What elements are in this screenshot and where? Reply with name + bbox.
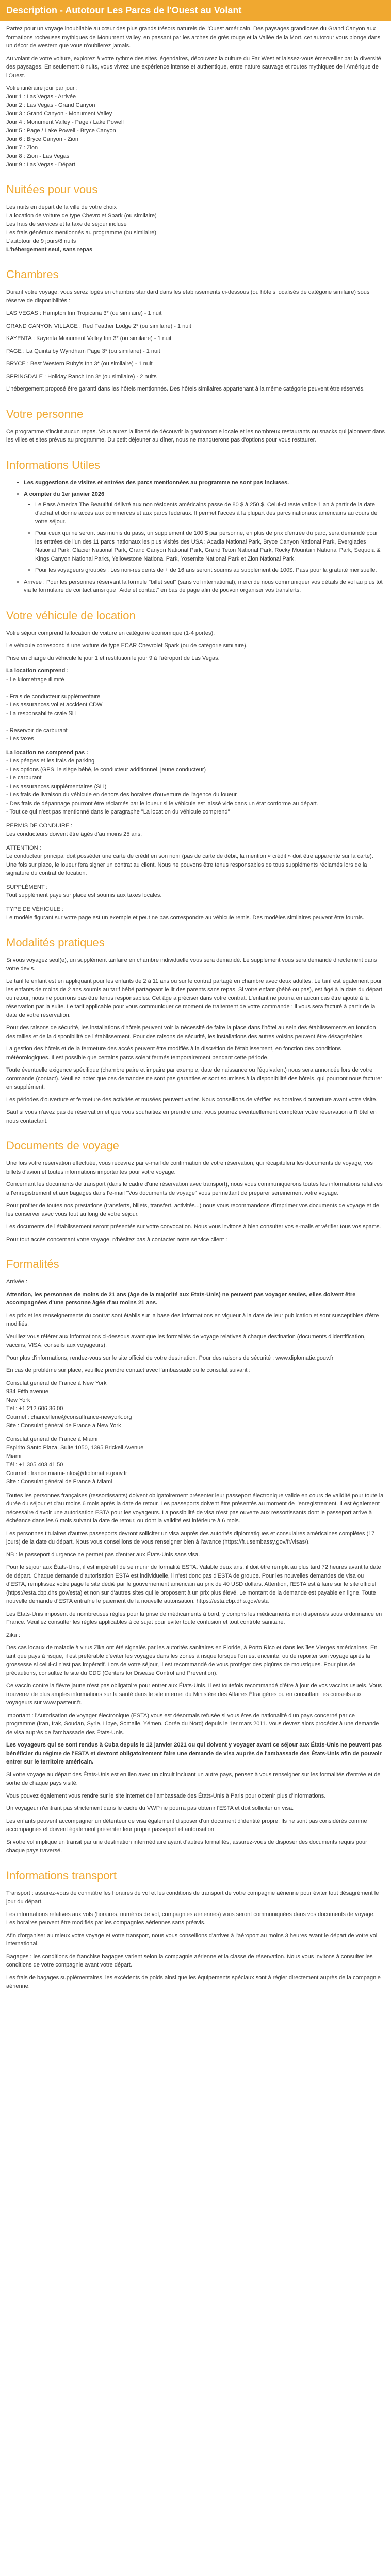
rooms-intro: Durant votre voyage, vous serez logés en chambre standard dans les établissements ci-dessous (ou hôtels localisés de catégorie similaire) sous réserve de disponibilités : bbox=[6, 289, 370, 304]
car-attention bbox=[6, 844, 385, 878]
room-item: GRAND CANYON VILLAGE : Red Feather Lodge 2* (ou similaire) - 1 nuit bbox=[6, 323, 191, 329]
consulate-line: Consulat général de France à New York bbox=[6, 1380, 107, 1386]
itinerary-day: Jour 3 : Grand Canyon - Monument Valley bbox=[6, 110, 112, 117]
info-subitem: • Le Pass America The Beautiful délivré aux non résidents américains passe de 80 $ à 250 $. Celui-ci reste valide 1 an à partir de la date d'achat et donne accès aux commerces et aux parcs fédéraux. Il permet l'accès à la plupart des parcs nationaux américains au cours de votre séjour. bbox=[35, 501, 385, 527]
rooms-note: L'hébergement proposé être garanti dans les hôtels mentionnés. Des hôtels similaires appartenant à la même catégorie peuvent être réservés. bbox=[6, 386, 365, 392]
documents-paragraph: Pour profiter de toutes nos prestations (transferts, billets, transfert, activités...) nous vous recommandons d'imprimer vos documents de voyage et de les conserver avec vous tout au long de votre séjour. bbox=[6, 1202, 379, 1217]
formalities-more: Ce vaccin contre la fièvre jaune n'est pas obligatoire pour entrer aux États-Unis. Il est toutefois recommandé d'être à jour de vos vaccins usuels. Vous trouverez de plus amples informations sur la santé dans le site internet du Ministère des Affaires Étrangères ou en consultant les conseils aux voyageurs sur www.pasteur.fr. bbox=[6, 1683, 382, 1706]
car-exclude-line: - Les options (GPS, le siège bébé, le conducteur additionnel, jeune conducteur) bbox=[6, 766, 206, 773]
consulate-line: Site : Consulat général de France à New York bbox=[6, 1422, 121, 1429]
description-content bbox=[0, 21, 391, 1991]
documents-paragraph: Les documents de l'établissement seront présentés sur votre convocation. Nous vous invitons à bien consulter vos e-mails et vérifier tous vos spams. bbox=[6, 1224, 381, 1230]
nights-line: Les frais de services et la taxe de séjour incluse bbox=[6, 221, 127, 227]
car-includes-title: La location comprend : bbox=[6, 668, 69, 674]
section-title-info: Informations Utiles bbox=[6, 458, 101, 471]
itinerary-day: Jour 8 : Zion - Las Vegas bbox=[6, 153, 70, 159]
car-include-line bbox=[6, 684, 385, 692]
practical-paragraph: Sauf si vous n'avez pas de réservation et que vous souhaitiez en prendre une, vous pourrez éventuellement compléter votre réservation à l'hôtel en nous contactant. bbox=[6, 1109, 377, 1124]
info-item bbox=[24, 479, 385, 487]
consulate-line: Miami bbox=[6, 1453, 22, 1460]
consulate-block bbox=[6, 1435, 385, 1486]
consulate-line: New York bbox=[6, 1397, 30, 1403]
car-type bbox=[6, 905, 385, 922]
car-type-title: TYPE DE VÉHICULE : bbox=[6, 906, 64, 912]
car-paragraph: Le véhicule correspond à une voiture de type ECAR Chevrolet Spark (ou de catégorie similaire). bbox=[6, 642, 248, 649]
car-permit-title: PERMIS DE CONDUIRE : bbox=[6, 822, 73, 829]
formalities-more: Important : l'Autorisation de voyager électronique (ESTA) vous est désormais refusée si vous êtes de nationalité d'un pays concerné par ce programme (Iran, Irak, Soudan, Syrie, Libye, Somalie, Yémen, Corée du Nord) depuis le 1er mars 2011. Vous devrez alors procéder à une demande de visa auprès de l'ambassade des États-Unis. bbox=[6, 1712, 379, 1736]
itinerary-day: Jour 9 : Las Vegas - Départ bbox=[6, 161, 75, 168]
car-include-line: - Le kilométrage illimité bbox=[6, 676, 64, 683]
car-exclude-line: - Les péages et les frais de parking bbox=[6, 758, 95, 764]
formalities-paragraph: Pour plus d'informations, rendez-vous sur le site officiel de votre destination. Pour des raisons de sécurité : www.diplomatie.gouv.fr bbox=[6, 1354, 334, 1361]
room-item: KAYENTA : Kayenta Monument Valley Inn 3* (ou similaire) - 1 nuit bbox=[6, 335, 172, 342]
section-title-car: Votre véhicule de location bbox=[6, 608, 136, 622]
info-item-text: Les suggestions de visites et entrées des parcs mentionnées au programme ne sont pas incluses. bbox=[24, 479, 289, 486]
formalities-more bbox=[6, 1741, 385, 1767]
itinerary-day: Jour 2 : Las Vegas - Grand Canyon bbox=[6, 102, 95, 108]
transport-paragraph: Les informations relatives aux vols (horaires, numéros de vol, compagnies aériennes) vous seront communiquées dans vos documents de voyage. Les horaires peuvent être modifiés par les compagnies aériennes sans préavis. bbox=[6, 1911, 375, 1926]
practical-paragraph: Si vous voyagez seul(e), un supplément tarifaire en chambre individuelle vous sera demandé. Le supplément vous sera demandé directement dans votre devis. bbox=[6, 957, 377, 972]
formalities-more: Un voyageur n'entrant pas strictement dans le cadre du VWP ne pourra pas obtenir l'ESTA et doit solliciter un visa. bbox=[6, 1805, 294, 1811]
info-sublist bbox=[24, 501, 385, 575]
documents-paragraph: Concernant les documents de transport (dans le cadre d'une réservation avec transport), nous vous communiquerons toutes les informations relatives à l'enregistrement et aux bagages dans l'e-mail "Vos documents de voyage" vous permettant de préparer sereinement votre voyage. bbox=[6, 1181, 383, 1196]
formalities-more: Les personnes titulaires d'autres passeports devront solliciter un visa auprès des autorités diplomatiques et consulaires américaines complètes (17 jours) de la date du départ. Nous vous conseillons de vous renseigner bien à l'avance (https://fr.usembassy.gov/fr/visas/). bbox=[6, 1530, 375, 1545]
section-title-transport: Informations transport bbox=[6, 1869, 117, 1882]
nights-list bbox=[6, 203, 385, 254]
consulate-line: Espirito Santo Plaza, Suite 1050, 1395 Brickell Avenue bbox=[6, 1445, 144, 1451]
person-text: Ce programme s'inclut aucun repas. Vous aurez la liberté de découvrir la gastronomie locale et les nombreux restaurants ou snacks qui jalonnent dans les villes et sites prévus au programme. Du petit déjeuner au dîner, nous ne manquerons pas d'options pour vous restaurer. bbox=[6, 428, 385, 443]
car-type-text: Le modèle figurant sur votre page est un exemple et peut ne pas correspondre au véhicule remis. Des modèles similaires peuvent être fournis. bbox=[6, 914, 364, 921]
formalities-cuba-warning: Les voyageurs qui se sont rendus à Cuba depuis le 12 janvier 2021 ou qui doivent y voyager avant ce séjour aux États-Unis ne peuvent pas bénéficier du régime de l'ESTA et devront obligatoirement faire une demande de visa auprès de l'ambassade des États-Unis afin de pouvoir entrer sur le territoire américain. bbox=[6, 1742, 382, 1765]
itinerary-day: Jour 4 : Monument Valley - Page / Lake Powell bbox=[6, 119, 124, 125]
nights-line-bold: L'hébergement seul, sans repas bbox=[6, 246, 93, 253]
car-excludes-title: La location ne comprend pas : bbox=[6, 749, 88, 756]
car-permit bbox=[6, 822, 385, 839]
formalities-more: Les enfants peuvent accompagner un détenteur de visa également disposer d'un document d'identité propre. Ils ne sont pas considérés comme accompagnés et doivent également présenter leur propre passeport et autorisation. bbox=[6, 1818, 367, 1833]
info-item bbox=[24, 490, 385, 575]
formalities-more: Si votre voyage au départ des États-Unis est en lien avec un circuit incluant un autre pays, pensez à vous renseigner sur les formalités d'entrée et de sortie de chaque pays visité. bbox=[6, 1771, 381, 1786]
itinerary-day: Jour 7 : Zion bbox=[6, 144, 38, 151]
car-supp-text: Tout supplément payé sur place est soumis aux taxes locales. bbox=[6, 892, 162, 899]
car-exclude-line: - Tout ce qui n'est pas mentionné dans le paragraphe "La location du véhicule comprend" bbox=[6, 809, 230, 815]
formalities-more: Pour le séjour aux États-Unis, il est impératif de se munir de formalité ESTA. Valable deux ans, il doit être remplit au plus tard 72 heures avant la date de départ. Chaque demande d'autorisation ESTA est individuelle, il n'est donc pas d'ESTA de groupe. Pour les nouvelles demandes de visa ou d'ESTA, remplissez votre page le site dédié par le gouvernement américain au prix de 40 USD dollars. Attention, l'ESTA est à faire sur le site officiel (https://esta.cbp.dhs.gov/esta) et non sur d'autres sites qui le proposent à un prix plus élevé. Le montant de la demande est payable en ligne. Toute nouvelle demande d'ESTA entraîne le paiement de la nouvelle autorisation. https://esta.cbp.dhs.gov/esta bbox=[6, 1564, 381, 1604]
info-subitem: • Pour les voyageurs groupés : Les non-résidents de + de 16 ans seront soumis au supplément de 100$. Pass pour la gratuité mensuelle. bbox=[35, 566, 385, 575]
info-item: • Arrivée : Pour les personnes réservant la formule "billet seul" (sans vol international), merci de nous communiquer vos détails de vol au plus tôt via le formulaire de contact ainsi que "Aide et contact" en bas de page afin de pouvoir organiser vos transferts. bbox=[24, 578, 385, 595]
section-title-person: Votre personne bbox=[6, 407, 84, 420]
car-include-line: - La responsabilité civile SLI bbox=[6, 710, 77, 717]
nights-line: L'autotour de 9 jours/8 nuits bbox=[6, 238, 76, 244]
consulate-line: Courriel : france.miami-infos@diplomatie.gouv.fr bbox=[6, 1470, 127, 1477]
transport-paragraph: Bagages : les conditions de franchise bagages varient selon la compagnie aérienne et la classe de réservation. Nous vous invitons à consulter les conditions de votre compagnie avant votre départ. bbox=[6, 1953, 373, 1968]
consulate-line: Site : Consulat général de France à Miami bbox=[6, 1479, 112, 1485]
itinerary-intro: Votre itinéraire jour par jour : bbox=[6, 85, 78, 91]
section-title-formalities: Formalités bbox=[6, 1258, 59, 1270]
practical-paragraph: Les périodes d'ouverture et fermeture des activités et musées peuvent varier. Nous conseillons de vérifier les horaires d'ouverture avant votre visite. bbox=[6, 1096, 378, 1103]
formalities-more: Si votre vol implique un transit par une destination intermédiaire ayant d'autres formalités, assurez-vous de disposer des documents requis pour chaque pays traversé. bbox=[6, 1839, 367, 1854]
formalities-contact-intro: En cas de problème sur place, veuillez prendre contact avec l'ambassade ou le consulat suivant : bbox=[6, 1367, 251, 1374]
car-exclude-line: - Les assurances supplémentaires (SLI) bbox=[6, 783, 107, 790]
section-title-nights: Nuitées pour vous bbox=[6, 183, 98, 196]
car-paragraph: Prise en charge du véhicule le jour 1 et restitution le jour 9 à l'aéroport de Las Vegas. bbox=[6, 655, 220, 662]
room-item: LAS VEGAS : Hampton Inn Tropicana 3* (ou similaire) - 1 nuit bbox=[6, 310, 162, 316]
itinerary-day: Jour 6 : Bryce Canyon - Zion bbox=[6, 136, 79, 142]
room-item: BRYCE : Best Western Ruby's Inn 3* (ou similaire) - 1 nuit bbox=[6, 361, 153, 367]
transport-paragraph: Afin d'organiser au mieux votre voyage et votre transport, nous vous conseillons d'arriver à l'aéroport au moins 3 heures avant le départ de votre vol international. bbox=[6, 1932, 378, 1947]
formalities-more: NB : le passeport d'urgence ne permet pas d'entrer aux États-Unis sans visa. bbox=[6, 1551, 200, 1558]
info-item-text: A compter du 1er janvier 2026 bbox=[24, 491, 105, 497]
nights-line: Les frais généraux mentionnés au programme (ou similaire) bbox=[6, 229, 157, 236]
car-attention-title: ATTENTION : bbox=[6, 844, 41, 851]
formalities-more: Des cas locaux de maladie à virus Zika ont été signalés par les autorités sanitaires en Floride, à Porto Rico et dans les îles Vierges américaines. En tant que pays à risque, il est préférable d'éviter les voyages dans les zones à risque lorsque l'on est enceinte, ou de reporter son voyage après la grossesse si celui-ci n'est pas impératif. Lors de votre séjour, il est recommandé de vous protéger des piqûres de moustiques. Pour plus de précautions, consultez le site du CDC (Centers for Disease Control and Prevention). bbox=[6, 1645, 378, 1676]
car-include-line bbox=[6, 718, 385, 726]
formalities-more: Les États-Unis imposent de nombreuses règles pour la prise de médicaments à bord, y compris les médicaments non dispensés sous ordonnance en France. Veuillez consulter les règles applicables à ce sujet pour éviter toute confusion et tout contrôle sanitaire. bbox=[6, 1611, 382, 1625]
formalities-more: Zika : bbox=[6, 1632, 20, 1638]
car-paragraph: Votre séjour comprend la location de voiture en catégorie économique (1-4 portes). bbox=[6, 630, 215, 636]
car-permit-text: Les conducteurs doivent être âgés d'au moins 25 ans. bbox=[6, 831, 142, 837]
itinerary-list bbox=[6, 84, 385, 169]
car-excludes bbox=[6, 749, 385, 817]
practical-paragraph: Toute éventuelle exigence spécifique (chambre paire et impaire par exemple, date de naissance ou l'équivalent) nous sera annoncée lors de votre commande (contact). Veuillez noter que ces demandes ne sont pas garanties et sont soumises à la disponibilité des hôtels, qui pourront nous facturer en supplément. bbox=[6, 1067, 382, 1090]
section-title-documents: Documents de voyage bbox=[6, 1139, 119, 1152]
car-attention-text: Le conducteur principal doit posséder une carte de crédit en son nom (pas de carte de débit, la mention « crédit » doit être apparente sur la carte). Une fois sur place, le loueur fera signer un contrat au client. Nous ne pouvons être tenus responsables de tous suppléments réclamés lors de la signature du contrat de location. bbox=[6, 853, 373, 876]
room-item: SPRINGDALE : Holiday Ranch Inn 3* (ou similaire) - 2 nuits bbox=[6, 373, 157, 380]
consulate-block bbox=[6, 1379, 385, 1430]
consulate-line: Tél : +1 305 403 41 50 bbox=[6, 1462, 63, 1468]
consulate-line: Consulat général de France à Miami bbox=[6, 1436, 98, 1443]
transport-paragraph: Les frais de bagages supplémentaires, les excédents de poids ainsi que les équipements spéciaux sont à régler directement auprès de la compagnie aérienne. bbox=[6, 1974, 381, 1989]
formalities-paragraph bbox=[6, 1291, 385, 1308]
car-supplement bbox=[6, 883, 385, 900]
practical-paragraph: Le tarif le enfant est en appliquant pour les enfants de 2 à 11 ans ou sur le contrat partagé en chambre avec deux adultes. Le tarif est également pour les enfants de moins de 2 ans soumis au tarif bébé partageant le lit des parents sans repas. Si votre enfant (bébé ou pas), est âgé à la date du départ ou retour, nous ne pourrons pas être tenus responsables. Cet âge à préciser dans votre contrat. L'enfant ne pourra en aucun cas être ajouté à la réservation par la suite. Le tarif applicable pour vous communiquer ce moment de traitement de votre commande : il vous sera facturé à partir de la date de votre réservation. bbox=[6, 978, 382, 1019]
formalities-more: Vous pouvez également vous rendre sur le site internet de l'ambassade des États-Unis à Paris pour obtenir plus d'informations. bbox=[6, 1792, 326, 1799]
formalities-warning: Attention, les personnes de moins de 21 ans (âge de la majorité aux Etats-Unis) ne peuvent pas voyager seules, elles doivent être accompagnées d'une personne âgée d'au moins 21 ans. bbox=[6, 1291, 356, 1306]
itinerary-day: Jour 1 : Las Vegas - Arrivée bbox=[6, 93, 76, 100]
itinerary-day: Jour 5 : Page / Lake Powell - Bryce Canyon bbox=[6, 127, 116, 134]
consulate-line: Tél : +1 212 606 36 00 bbox=[6, 1405, 63, 1412]
practical-paragraph: La gestion des hôtels et de la fermeture des accès peuvent être modifiés à la discrétion de l'établissement, en fonction des conditions météorologiques. Il est possible que certains parcs soient fermés temporairement pendant cette période. bbox=[6, 1046, 341, 1061]
info-list bbox=[6, 479, 385, 595]
formalities-more: Toutes les personnes françaises (ressortissants) doivent obligatoirement présenter leur passeport électronique valide en cours de validité pour toute la durée du séjour et d'au moins 6 mois après la date de retour. Les passeports doivent être présentés au moment de l'enregistrement. Il est également nécessaire d'avoir une autorisation ESTA pour les voyageurs. La possibilité de visa n'est pas ouverte aux ressortissants dont le passeport arrive à échéance dans les 6 mois suivant la date de retour, ou dont la validité est inférieure à 6 mois. bbox=[6, 1492, 384, 1524]
car-supp-title: SUPPLÉMENT : bbox=[6, 884, 48, 890]
car-include-line: - Les assurances vol et accident CDW bbox=[6, 702, 103, 708]
room-item: PAGE : La Quinta by Wyndham Page 3* (ou similaire) - 1 nuit bbox=[6, 348, 160, 354]
car-exclude-line: - Les frais de livraison du véhicule en dehors des horaires d'ouverture de l'agence du loueur bbox=[6, 792, 237, 798]
car-exclude-line: - Des frais de dépannage pourront être réclamés par le loueur si le véhicule est laissé vide dans un état conforme au départ. bbox=[6, 800, 318, 807]
section-title-practical: Modalités pratiques bbox=[6, 936, 105, 949]
formalities-arrival: Arrivée : bbox=[6, 1279, 27, 1285]
intro-paragraph-1: Partez pour un voyage inoubliable au cœur des plus grands trésors naturels de l'Ouest américain. Des paysages grandioses du Grand Canyon aux formations rocheuses mythiques de Monument Valley, en passant par les arches de grès rouge et la Vallée de la Mort, cet autotour vous plonge dans un décor de western que vous n'oublierez jamais. bbox=[6, 26, 381, 49]
consulate-line: Courriel : chancellerie@consulfrance-newyork.org bbox=[6, 1414, 132, 1420]
practical-paragraph: Pour des raisons de sécurité, les installations d'hôtels peuvent voir la nécessité de faire la place dans l'hôtel au sein des établissements en fonction des tailles et de la disponibilité de l'établissement. Pour des raisons de sécurité, les installations des autres voisins peuvent être désagréables. bbox=[6, 1025, 376, 1040]
page-title: Description - Autotour Les Parcs de l'Ouest au Volant bbox=[0, 0, 391, 21]
documents-paragraph: Pour tout accès concernant votre voyage, n'hésitez pas à contacter notre service client : bbox=[6, 1236, 227, 1243]
info-subitem: • Pour ceux qui ne seront pas munis du pass, un supplément de 100 $ par personne, en plus de prix d'entrée du parc, sera demandé pour les entrées de l'un des 11 parcs nationaux les plus visités des USA : Acadia National Park, Bryce Canyon National Park, Everglades National Park, Glacier National Park, Grand Canyon National Park, Grand Teton National Park, Rocky Mountain National Park, Sequoia & Kings Canyon National Parks, Yellowstone National Park, Yosemite National Park et Zion National Park. bbox=[35, 529, 385, 563]
car-includes bbox=[6, 667, 385, 743]
formalities-paragraph: Les prix et les renseignements du contrat sont établis sur la base des informations en vigueur à la date de leur publication et sont susceptibles d'être modifiés. bbox=[6, 1312, 379, 1327]
car-include-line: - Les taxes bbox=[6, 736, 34, 742]
consulate-line: 934 Fifth avenue bbox=[6, 1388, 48, 1395]
nights-line: Les nuits en départ de la ville de votre choix bbox=[6, 204, 117, 210]
nights-line: La location de voiture de type Chevrolet Spark (ou similaire) bbox=[6, 212, 157, 219]
documents-paragraph: Une fois votre réservation effectuée, vous recevrez par e-mail de confirmation de votre réservation, qui récapitulera les documents de voyage, vos billets d'avion et toutes informations importantes pour votre voyage. bbox=[6, 1160, 373, 1175]
transport-paragraph: Transport : assurez-vous de connaître les horaires de vol et les conditions de transport de votre compagnie aérienne pour éviter tout désagrément le jour du départ. bbox=[6, 1890, 379, 1905]
intro-paragraph-2: Au volant de votre voiture, explorez à votre rythme des sites légendaires, découvrez la culture du Far West et laissez-vous émerveiller par la diversité des paysages. En seulement 8 nuits, vous vivrez une expérience intense et authentique, entre nature sauvage et routes mythiques de l'Amérique de l'Ouest. bbox=[6, 55, 381, 79]
car-exclude-line: - Le carburant bbox=[6, 775, 42, 781]
car-include-line: - Frais de conducteur supplémentaire bbox=[6, 693, 101, 700]
formalities-paragraph: Veuillez vous référer aux informations ci-dessous avant que les formalités de voyage relatives à chaque destination (documents d'identification, vaccins, VISA, conseils aux voyageurs). bbox=[6, 1333, 366, 1348]
section-title-rooms: Chambres bbox=[6, 268, 59, 281]
car-include-line: - Réservoir de carburant bbox=[6, 727, 68, 734]
